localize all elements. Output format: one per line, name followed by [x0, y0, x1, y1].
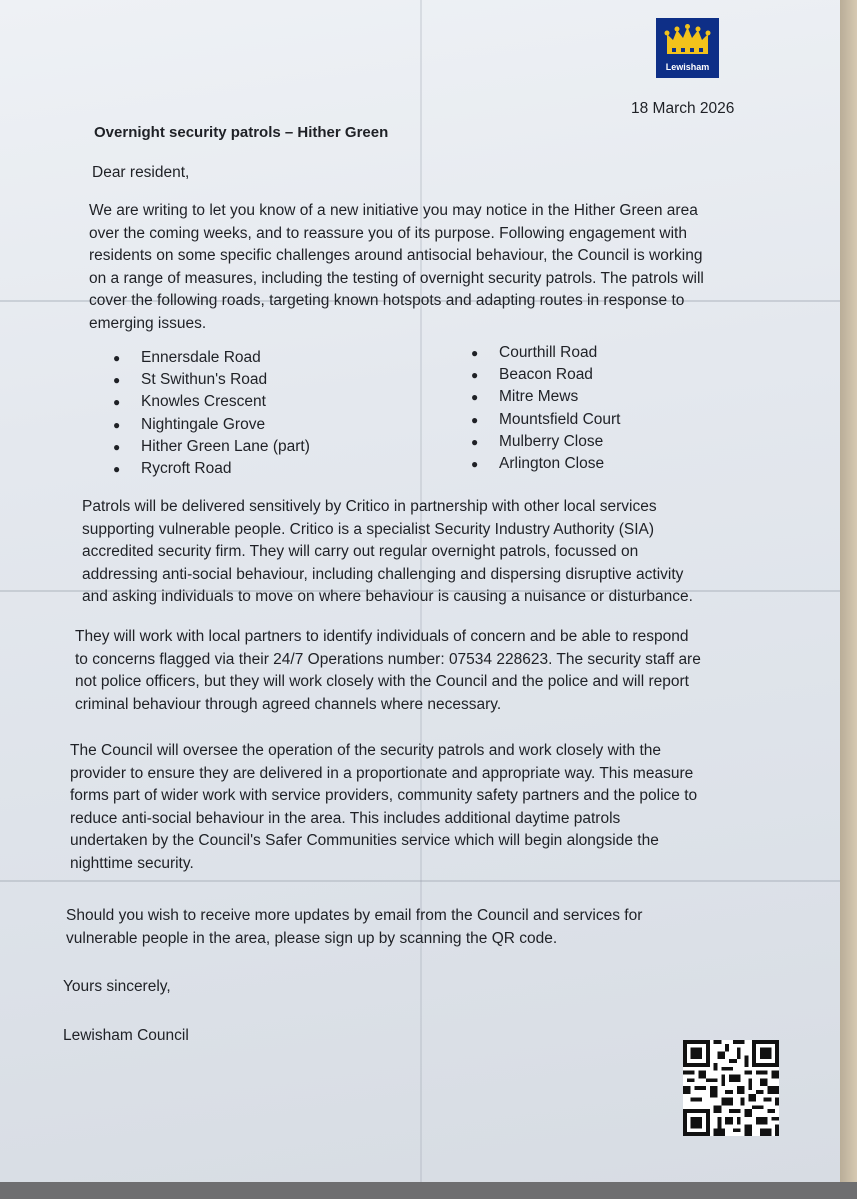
road-name: Nightingale Grove	[141, 415, 266, 433]
road-name: Arlington Close	[499, 454, 605, 472]
bullet-icon: ●	[471, 390, 479, 405]
list-item	[113, 414, 310, 436]
paragraph-line: We are writing to let you know of a new initiative you may notice in the Hither Green area	[89, 202, 698, 219]
road-name: Ennersdale Road	[141, 349, 261, 366]
bullet-icon: ●	[113, 439, 121, 454]
oversight-paragraph	[70, 740, 697, 875]
partners-paragraph	[75, 626, 701, 716]
paragraph-line: forms part of wider work with service providers, community safety partners and the police to	[70, 787, 698, 804]
paragraph-line: criminal behaviour through agreed channels where necessary.	[75, 695, 502, 713]
road-name: Rycroft Road	[141, 459, 232, 477]
list-item	[471, 342, 620, 364]
list-item	[113, 436, 310, 458]
paragraph-line: vulnerable people in the area, please sign up by scanning the QR code.	[66, 929, 558, 947]
paragraph-line: undertaken by the Council's Safer Communities service which will begin alongside the	[70, 832, 659, 849]
signature: Lewisham Council	[63, 1027, 189, 1044]
bullet-icon: ●	[471, 456, 479, 471]
road-name: Courthill Road	[499, 344, 598, 361]
closing: Yours sincerely,	[63, 978, 171, 995]
bullet-icon: ●	[113, 395, 121, 410]
letter-subject: Overnight security patrols – Hither Green	[94, 124, 389, 141]
paragraph-line: reduce anti-social behaviour in the area. This includes additional daytime patrols	[70, 809, 621, 827]
list-item	[113, 391, 310, 413]
paragraph-line: to concerns flagged via their 24/7 Operations number: 07534 228623. The security staff are	[75, 650, 701, 668]
road-list-right	[471, 342, 620, 475]
bullet-icon: ●	[113, 417, 121, 432]
road-name: Beacon Road	[499, 366, 593, 384]
bullet-icon: ●	[471, 434, 479, 449]
bullet-icon: ●	[113, 461, 121, 476]
paragraph-line: over the coming weeks, and to reassure you of its purpose. Following engagement with	[89, 224, 687, 242]
intro-paragraph	[89, 200, 704, 335]
patrols-paragraph	[82, 496, 693, 609]
table-surface	[840, 0, 857, 1199]
bullet-icon: ●	[113, 351, 121, 365]
greeting: Dear resident,	[92, 164, 190, 181]
road-list-left	[113, 347, 310, 480]
list-item	[471, 431, 620, 453]
road-name: Hither Green Lane (part)	[141, 437, 310, 455]
bottom-bar	[0, 1182, 857, 1199]
list-item	[471, 386, 620, 408]
paragraph-line: accredited security firm. They will carry out regular overnight patrols, focussed on	[82, 543, 639, 560]
road-name: Mountsfield Court	[499, 410, 621, 428]
road-name: Mulberry Close	[499, 432, 604, 450]
letter-date: 18 March 2026	[631, 100, 735, 117]
paragraph-line: not police officers, but they will work closely with the Council and the police and will report	[75, 673, 689, 690]
list-item	[113, 458, 310, 480]
paragraph-line: cover the following roads, targeting known hotspots and adapting routes in response to	[89, 292, 685, 309]
list-item	[113, 347, 310, 369]
bullet-icon: ●	[113, 373, 121, 388]
paragraph-line: emerging issues.	[89, 314, 207, 332]
bullet-icon: ●	[471, 346, 479, 360]
paragraph-line: addressing anti-social behaviour, including challenging and dispersing disruptive activity	[82, 565, 684, 583]
paragraph-line: Patrols will be delivered sensitively by Critico in partnership with other local services	[82, 498, 657, 515]
paragraph-line: provider to ensure they are delivered in a proportionate and appropriate way. This measure	[70, 764, 694, 782]
list-item	[113, 369, 310, 391]
list-item	[471, 409, 620, 431]
bullet-icon: ●	[471, 412, 479, 427]
lewisham-logo	[656, 18, 719, 78]
crown-icon	[663, 24, 712, 58]
road-name: Knowles Crescent	[141, 393, 266, 411]
list-item	[471, 453, 620, 475]
logo-text: Lewisham	[665, 62, 710, 72]
paragraph-line: supporting vulnerable people. Critico is a specialist Security Industry Authority (SIA)	[82, 520, 655, 538]
road-name: Mitre Mews	[499, 388, 579, 406]
paragraph-line: nighttime security.	[70, 854, 194, 872]
paragraph-line: Should you wish to receive more updates by email from the Council and services for	[66, 907, 643, 924]
list-item	[471, 364, 620, 386]
paragraph-line: and asking individuals to move on where behaviour is causing a nuisance or disturbance.	[82, 588, 693, 605]
paragraph-line: The Council will oversee the operation of the security patrols and work closely with the	[70, 742, 662, 759]
paragraph-line: They will work with local partners to identify individuals of concern and be able to respond	[75, 628, 689, 645]
qr-code-icon[interactable]	[683, 1040, 779, 1136]
road-name: St Swithun's Road	[141, 371, 268, 389]
updates-paragraph	[66, 905, 642, 950]
bullet-icon: ●	[471, 368, 479, 383]
paragraph-line: residents on some specific challenges around antisocial behaviour, the Council is working	[89, 247, 703, 264]
paragraph-line: on a range of measures, including the testing of overnight security patrols. The patrols will	[89, 269, 704, 287]
